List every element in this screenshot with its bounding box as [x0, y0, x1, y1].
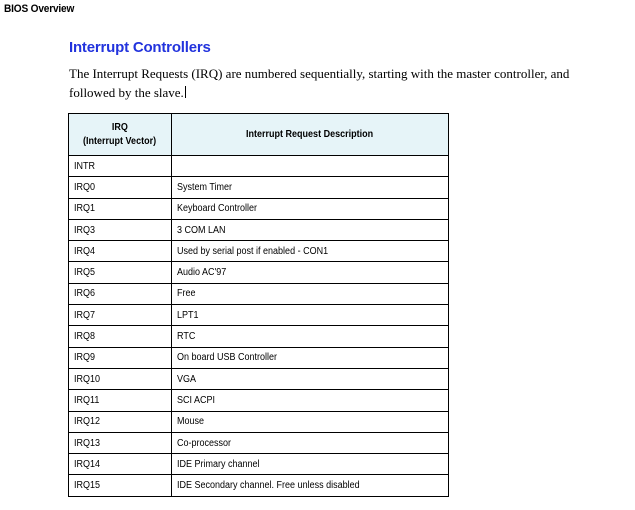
description-value: IDE Secondary channel. Free unless disabled [177, 480, 360, 492]
description-cell [172, 475, 449, 496]
irq-value: IRQ7 [74, 309, 96, 321]
description-value: 3 COM LAN [177, 224, 226, 236]
description-cell [172, 454, 449, 475]
description-value: Mouse [177, 416, 205, 428]
description-value: Keyboard Controller [177, 203, 258, 215]
description-cell [172, 368, 449, 389]
description-value: LPT1 [177, 309, 199, 321]
table-row [69, 262, 449, 283]
table-row [69, 156, 449, 177]
irq-value: IRQ3 [74, 224, 96, 236]
irq-table [68, 113, 449, 497]
description-column-header [172, 114, 449, 156]
irq-value: IRQ9 [74, 352, 96, 364]
intro-line-1: The Interrupt Requests (IRQ) are numbered sequentially, starting with the master controller, and [69, 66, 570, 81]
irq-cell [69, 454, 172, 475]
description-value: On board USB Controller [177, 352, 278, 364]
description-cell [172, 262, 449, 283]
table-row [69, 305, 449, 326]
irq-value: IRQ14 [74, 458, 101, 470]
intro-paragraph [69, 64, 635, 102]
irq-value: INTR [74, 160, 96, 172]
irq-header-line-2: (Interrupt Vector) [83, 135, 157, 147]
irq-value: IRQ8 [74, 331, 96, 343]
description-cell [172, 411, 449, 432]
table-row [69, 283, 449, 304]
irq-cell [69, 390, 172, 411]
description-cell [172, 198, 449, 219]
description-cell [172, 177, 449, 198]
irq-cell [69, 368, 172, 389]
description-cell [172, 156, 449, 177]
description-value: System Timer [177, 181, 233, 193]
intro-line-2: followed by the slave. [69, 85, 184, 100]
table-header-row [69, 114, 449, 156]
description-cell [172, 219, 449, 240]
irq-value: IRQ0 [74, 181, 96, 193]
irq-value: IRQ13 [74, 437, 101, 449]
table-row [69, 241, 449, 262]
description-value: Free [177, 288, 196, 300]
table-row [69, 411, 449, 432]
description-cell [172, 305, 449, 326]
description-cell [172, 432, 449, 453]
description-cell [172, 390, 449, 411]
table-row [69, 454, 449, 475]
irq-cell [69, 241, 172, 262]
irq-cell [69, 326, 172, 347]
irq-cell [69, 347, 172, 368]
table-row [69, 177, 449, 198]
description-value: Audio AC'97 [177, 267, 227, 279]
irq-cell [69, 305, 172, 326]
description-value: Co-processor [177, 437, 232, 449]
description-header-label: Interrupt Request Description [246, 128, 374, 140]
irq-cell [69, 262, 172, 283]
description-cell [172, 347, 449, 368]
irq-cell [69, 198, 172, 219]
table-row [69, 390, 449, 411]
running-header: BIOS Overview [4, 3, 75, 15]
table-row [69, 475, 449, 496]
description-value: Used by serial post if enabled - CON1 [177, 245, 329, 257]
irq-value: IRQ5 [74, 267, 96, 279]
irq-cell [69, 177, 172, 198]
description-value: VGA [177, 373, 197, 385]
irq-cell [69, 432, 172, 453]
section-title: Interrupt Controllers [69, 39, 211, 56]
description-cell [172, 283, 449, 304]
description-cell [172, 326, 449, 347]
irq-cell [69, 219, 172, 240]
table-row [69, 347, 449, 368]
table-row [69, 326, 449, 347]
irq-cell [69, 475, 172, 496]
text-cursor-mark [185, 86, 186, 98]
irq-cell [69, 156, 172, 177]
irq-value: IRQ1 [74, 203, 96, 215]
irq-value: IRQ10 [74, 373, 101, 385]
irq-column-header [69, 114, 172, 156]
irq-cell [69, 411, 172, 432]
description-value: IDE Primary channel [177, 458, 260, 470]
irq-value: IRQ11 [74, 394, 100, 406]
irq-table-body [69, 156, 449, 497]
description-value: SCI ACPI [177, 394, 216, 406]
description-value: RTC [177, 331, 196, 343]
description-cell [172, 241, 449, 262]
table-row [69, 198, 449, 219]
table-row [69, 432, 449, 453]
irq-cell [69, 283, 172, 304]
irq-header-line-1: IRQ [111, 121, 129, 133]
irq-value: IRQ12 [74, 416, 101, 428]
table-row [69, 219, 449, 240]
irq-value: IRQ15 [74, 480, 101, 492]
irq-value: IRQ6 [74, 288, 96, 300]
irq-value: IRQ4 [74, 245, 96, 257]
table-row [69, 368, 449, 389]
